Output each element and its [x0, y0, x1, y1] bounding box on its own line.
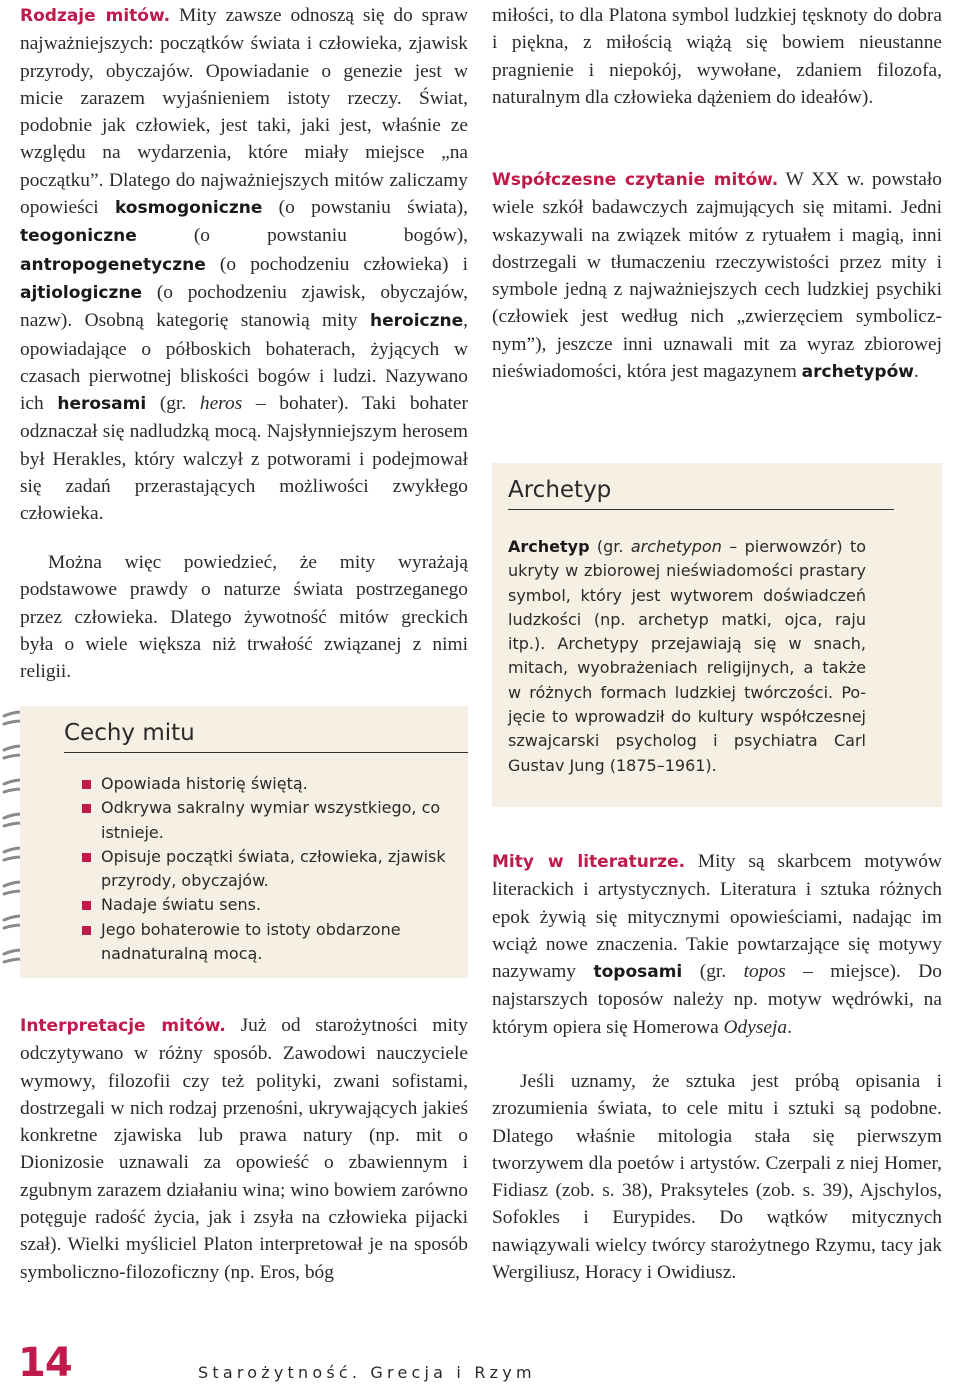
- term-toposami: toposami: [593, 962, 683, 983]
- list-item: Odkrywa sakralny wymiar wszystkiego, co istnieje.: [82, 796, 474, 845]
- term-archetypow: archetypów: [801, 362, 914, 383]
- term-topos: topos: [743, 961, 786, 983]
- paragraph-interpretacje: Interpretacje mitów. Już od starożytności mity odczytywano w różny sposób. Zawodowi nauczyciele wymowy, filozofii czy też polityki, zwani sofistami, dostrzegali w nich rodzaj przenośni, ukrywających jakieś konkretne zjawiska lub prawa natury (np. mit o Dionizosie uznawali za opowieść o zbawiennym i zgubnym zarazem działaniu wina; wino bowiem zarówno potęguje radość życia, jak i zsyła na człowieka pijacki szał). Wielki myśliciel Platon interpretował je na sposób symboliczno-filozoficzny (np. Eros, bóg: [20, 1015, 468, 1283]
- archetyp-title: Archetyp: [508, 477, 894, 510]
- paragraph-jesli-uznamy: Jeśli uznamy, że sztuka jest próbą opisania i zrozumienia świata, to cele mitu i sztuki są podobne. Dlatego właśnie mitologia stała się pierwszym tworzywem dla poetów i artystów. Czerpali z niej Homer, Fidiasz (zob. s. 38), Praksyteles (zob. s. 39), Ajschylos, Sofokles i Eurypides. Do wątków mitycznych nawiązywali wielcy twórcy starożytnego Rzymu, tacy jak Wergiliusz, Horacy i Owidiusz.: [492, 1071, 942, 1284]
- paragraph-rodzaje-mitow: Rodzaje mitów. Mity zawsze odnoszą się do spraw najważniejszych: początków świata i człowieka, zjawisk przyrody, obyczajów. Opowiadanie o genezie jest w micie zarazem wyjaśnieniem istoty rzeczy. Świat, podobnie jak człowiek, jest taki, jaki jest, właśnie ze względu na wydarzenia, które miały miejsce „na początku”. Dlatego do najważniejszych mitów zaliczamy opowieści kosmogoniczne (o powstaniu świata), teogoniczne (o powstaniu bogów), antropogenetyczne (o pochodzeniu człowieka) i ajtiologiczne (o pochodzeniu zjawisk, obyczajów, nazw). Osobną kategorię stanowią mity heroiczne, opowiadające o półboskich bohaterach, żyjących w czasach pierwotnej bliskości bogów i ludzi. Nazywano ich herosami (gr. heros – bohater). Taki bohater odznaczał się nadludzką mocą. Najsłynniejszym herosem był Herakles, który walczył z potworami i podejmował się zadań przerastających możliwości zwykłego człowieka.: [20, 5, 468, 525]
- heading-wspolczesne-czytanie: Współczesne czytanie mitów.: [492, 170, 779, 190]
- term-kosmogoniczne: kosmogoniczne: [114, 198, 263, 219]
- paragraph-mozna-wiec: Można więc powiedzieć, że mity wyrażają podstawowe prawdy o naturze świata postrzeganego przez człowieka. Dlatego żywotność mitów greckich była o wiele większa niż trwałość związanej z nimi religii.: [20, 552, 468, 683]
- list-item: Jego bohaterowie to istoty obdarzone nadnaturalną mocą.: [82, 918, 474, 967]
- cechy-mitu-list: [82, 772, 474, 966]
- list-item: Opowiada historię świętą.: [82, 772, 474, 796]
- term-herosami: herosami: [57, 394, 147, 415]
- archetyp-box: [492, 463, 942, 807]
- archetyp-definition: Archetyp (gr. archetypon – pierwowzór) to ukryty w zbiorowej nieświadomości prastary symbol, który jest wytworem doświadczeń ludzkości (np. archetyp matki, ojca, raju itp.). Archetypy przejawiają się w snach, mitach, wyobrażeniach religijnych, a także w różnych formach ludzkiej twórczości. Pojęcie to wprowadził do kultury współczesnej szwajcarski psycholog i psychiatra Carl Gustav Jung (1875–1961).: [508, 537, 867, 775]
- term-heros: heros: [199, 393, 243, 415]
- heading-interpretacje-mitow: Interpretacje mitów.: [20, 1016, 226, 1036]
- term-ajtiologiczne: ajtiologiczne: [20, 282, 143, 303]
- term-heroiczne: heroiczne: [370, 311, 464, 332]
- heading-mity-w-literaturze: Mity w literaturze.: [492, 852, 686, 872]
- cechy-mitu-title: Cechy mitu: [64, 720, 468, 753]
- page-number: 14: [18, 1340, 72, 1386]
- cechy-mitu-box: [20, 706, 468, 978]
- term-archetyp: Archetyp: [508, 537, 590, 556]
- list-item: Opisuje początki świata, człowieka, zjawisk przyrody, obyczajów.: [82, 845, 474, 894]
- term-teogoniczne: teogoniczne: [20, 226, 137, 247]
- paragraph-mity-w-literaturze: Mity w literaturze. Mity są skarbcem motywów literackich i artystycznych. Literatura i sztuka różnych epok żywią się mitycznymi opowieściami, nadając im wciąż nowe znaczenia. Takie powtarzające się motywy nazywamy toposami (gr. topos – miejsce). Do najstarszych toposów należy np. motyw wędrówki, na którym opiera się Homerowa Odyseja.: [492, 851, 942, 1038]
- term-archetypon: archetypon: [630, 537, 722, 556]
- list-item: Nadaje światu sens.: [82, 893, 474, 917]
- paragraph-continuation: miłości, to dla Platona symbol ludzkiej tęsknoty do dobra i piękna, z miłością wiążą się bowiem nieustanne pragnienie i niepokój, wywołane, zdaniem filozofa, naturalnym dla człowieka dążeniem do ideałów).: [492, 5, 942, 108]
- title-odyseja: Odyseja: [723, 1016, 788, 1038]
- footer-section-title: Starożytność. Grecja i Rzym: [198, 1363, 536, 1382]
- paragraph-wspolczesne: Współczesne czytanie mitów. W XX w. powstało wiele szkół badawczych zajmujących się mitami. Jedni wskazywali na związek mitów z rytuałem i magią, inni dostrzegali w tłumaczeniu rzeczywistości przez mity i symbole jedną z najważniejszych cech ludzkiej psychiki (człowiek jest według nich „zwierzęciem symbolicznym”), jeszcze inni uznawali mit za wyraz zbiorowej nieświadomości, która jest magazynem archetypów.: [492, 169, 942, 383]
- heading-rodzaje-mitow: Rodzaje mitów.: [20, 6, 171, 26]
- term-antropogenetyczne: antropogenetyczne: [20, 254, 206, 275]
